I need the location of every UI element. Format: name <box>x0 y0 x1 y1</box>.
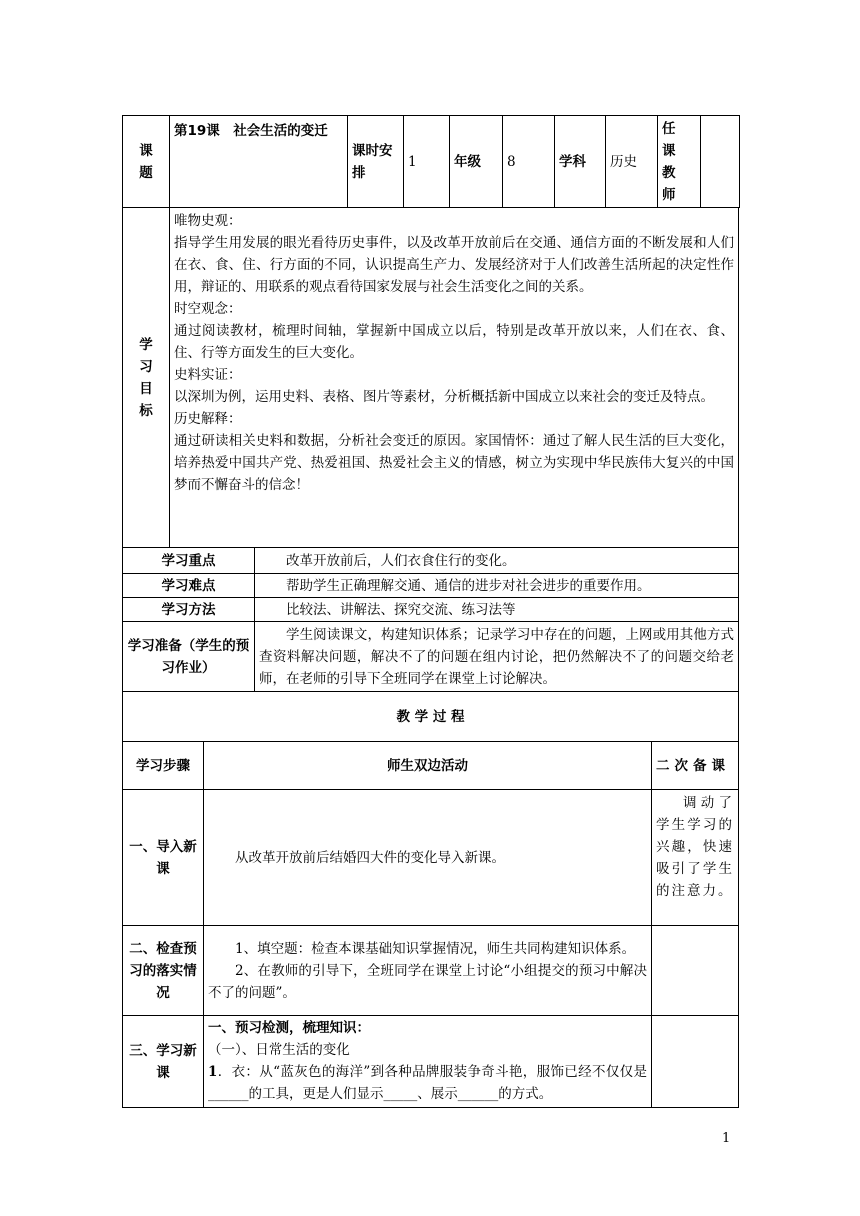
teacher-label-cell <box>658 116 701 208</box>
page-number: 1 <box>722 1131 731 1146</box>
activity-intro: 从改革开放前后结婚四大件的变化导入新课。 <box>204 790 652 926</box>
activity-new-heading: 一、预习检测，梳理知识： <box>208 1020 370 1036</box>
difficulty-label: 学习难点 <box>123 574 255 598</box>
activity-check <box>204 926 652 1016</box>
lesson-label-cell <box>123 116 170 208</box>
note-intro: 调动了学生学习的兴趣，快速吸引了学生的注意力。 <box>652 790 739 926</box>
activity-new-item <box>208 1061 647 1105</box>
preparation-label: 学习准备（学生的预习作业） <box>123 622 255 692</box>
info-table <box>122 547 739 692</box>
objectives-table <box>122 207 739 548</box>
objective-title: 史料实证： <box>174 367 242 383</box>
step-intro: 一、导入新课 <box>123 790 204 926</box>
activity-new <box>204 1016 652 1108</box>
objective-title: 唯物史观： <box>174 213 242 229</box>
note-column-header: 二次备课 <box>652 742 739 790</box>
header-table <box>122 115 740 208</box>
difficulty-text: 帮助学生正确理解交通、通信的进步对社会进步的重要作用。 <box>255 574 739 598</box>
objective-text: 指导学生用发展的眼光看待历史事件，以及改革开放前后在交通、通信方面的不断发展和人们在衣、食、住、行方面的不同，认识提高生产力、发展经济对于人们改善生活所起的决定性作用，辩证的、用联系的观点看待国家发展与社会生活变化之间的关系。 <box>174 235 734 295</box>
note-check <box>652 926 739 1016</box>
lesson-label: 课题 <box>139 142 153 181</box>
activity-column-header: 师生双边活动 <box>204 742 652 790</box>
subject-value: 历史 <box>606 116 658 208</box>
focus-label: 学习重点 <box>123 548 255 574</box>
teacher-label: 任课教师 <box>662 120 676 203</box>
grade-label: 年级 <box>450 116 503 208</box>
objective-text: 以深圳为例，运用史料、表格、图片等素材，分析概括新中国成立以来社会的变迁及特点。 <box>174 389 714 405</box>
step-column-header: 学习步骤 <box>123 742 204 790</box>
focus-text: 改革开放前后，人们衣食住行的变化。 <box>255 548 739 574</box>
step-new: 三、学习新课 <box>123 1016 204 1108</box>
method-label: 学习方法 <box>123 598 255 622</box>
objectives-content <box>170 208 739 548</box>
process-table <box>122 741 739 1108</box>
preparation-text: 学生阅读课文，构建知识体系；记录学习中存在的问题，上网或用其他方式查资料解决问题，解决不了的问题在组内讨论，把仍然解决不了的问题交给老师，在老师的引导下全班同学在课堂上讨论解决。 <box>255 622 739 692</box>
activity-check-item: 1、填空题：检查本课基础知识掌握情况，师生共同构建知识体系。 <box>235 940 636 957</box>
activity-new-subheading: （一）、日常生活的变化 <box>208 1042 350 1058</box>
hours-label: 课时安排 <box>348 116 404 208</box>
process-title-table <box>122 691 739 742</box>
step-check: 二、检查预习的落实情况 <box>123 926 204 1016</box>
lesson-plan <box>122 115 739 1108</box>
lesson-title: 第19课 社会生活的变迁 <box>170 116 348 208</box>
objectives-label-cell <box>123 208 170 548</box>
item-number: 1 <box>208 1064 218 1080</box>
hours-value: 1 <box>404 116 450 208</box>
process-title: 教 学 过 程 <box>123 692 739 742</box>
objective-title: 时空观念： <box>174 301 242 317</box>
grade-value: 8 <box>503 116 555 208</box>
objective-title: 历史解释： <box>174 411 242 427</box>
teacher-value <box>701 116 740 208</box>
activity-check-item: 2、在教师的引导下，全班同学在课堂上讨论“小组提交的预习中解决不了的问题”。 <box>208 962 647 1001</box>
item-text: ．衣：从“蓝灰色的海洋”到各种品牌服装争奇斗艳，服饰已经不仅仅是______的工具，更是人们显示_____、展示______的方式。 <box>208 1064 647 1102</box>
objective-text: 通过研读相关史料和数据，分析社会变迁的原因。家国情怀：通过了解人民生活的巨大变化，培养热爱中国共产党、热爱祖国、热爱社会主义的情感，树立为实现中华民族伟大复兴的中国梦而不懈奋斗的信念！ <box>174 433 734 493</box>
objective-text: 通过阅读教材，梳理时间轴，掌握新中国成立以后，特别是改革开放以来，人们在衣、食、住、行等方面发生的巨大变化。 <box>174 323 734 361</box>
subject-label: 学科 <box>555 116 606 208</box>
method-text: 比较法、讲解法、探究交流、练习法等 <box>255 598 739 622</box>
note-new <box>652 1016 739 1108</box>
objectives-label: 学习目标 <box>139 336 153 419</box>
